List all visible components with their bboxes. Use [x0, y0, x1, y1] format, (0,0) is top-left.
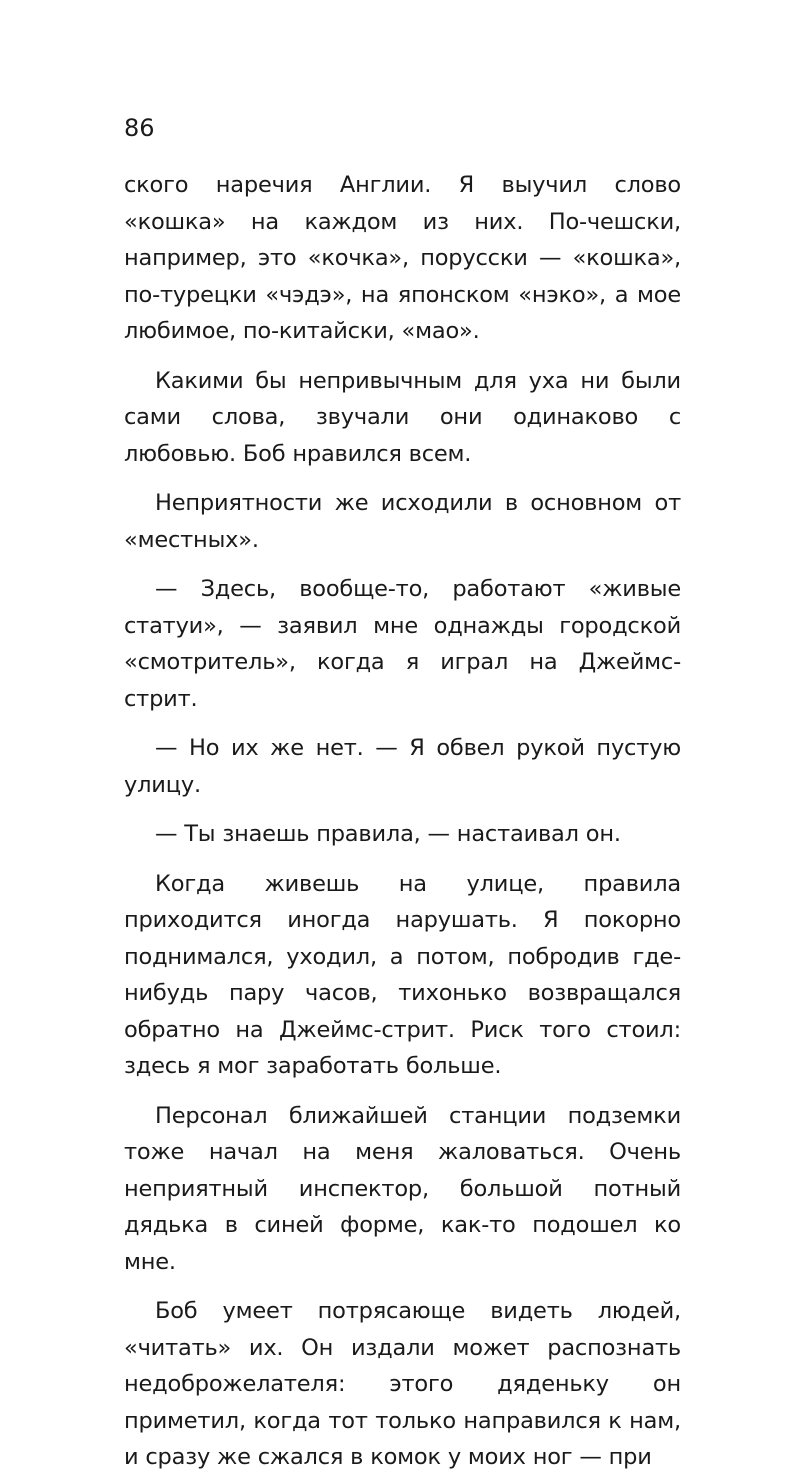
paragraph: Неприятности же исходили в основном от «местных».: [124, 490, 681, 553]
dialogue-line: — Ты знаешь правила, — настаивал он.: [155, 821, 621, 847]
paragraph: Персонал ближайшей станции подземки тоже начал на меня жаловаться. Очень неприятный инспектор, большой потный дядька в синей форме, как-то подошел ко мне.: [124, 1102, 681, 1275]
page-number: 86: [124, 114, 155, 142]
paragraph: Когда живешь на улице, правила приходится иногда нарушать. Я покорно поднимался, уходил, а потом, побродив где-нибудь пару часов, тихонько возвращался обратно на Джеймс-стрит. Риск того стоил: здесь я мог заработать больше.: [124, 870, 681, 1079]
paragraph: Какими бы непривычным для уха ни были сами слова, звучали они одинаково с любовью. Боб нравился всем.: [124, 367, 681, 467]
dialogue-line: — Но их же нет. — Я обвел рукой пустую улицу.: [124, 735, 681, 798]
paragraph: ского наречия Англии. Я выучил слово «кошка» на каждом из них. По-чешски, например, это «кочка», порусски — «кошка», по-турецки «чэдэ», на японском «нэко», а мое любимое, по-китайски, «мао».: [124, 172, 681, 344]
body-text: [124, 167, 681, 1476]
dialogue-line: — Здесь, вообще-то, работают «живые статуи», — заявил мне однажды городской «смотритель», когда я играл на Джеймс-стрит.: [124, 576, 681, 712]
paragraph: Боб умеет потрясающе видеть людей, «читать» их. Он издали может распознать недоброжелателя: этого дяденьку он приметил, когда тот только направился к нам, и сразу же сжался в комок у моих ног — при: [124, 1298, 681, 1470]
